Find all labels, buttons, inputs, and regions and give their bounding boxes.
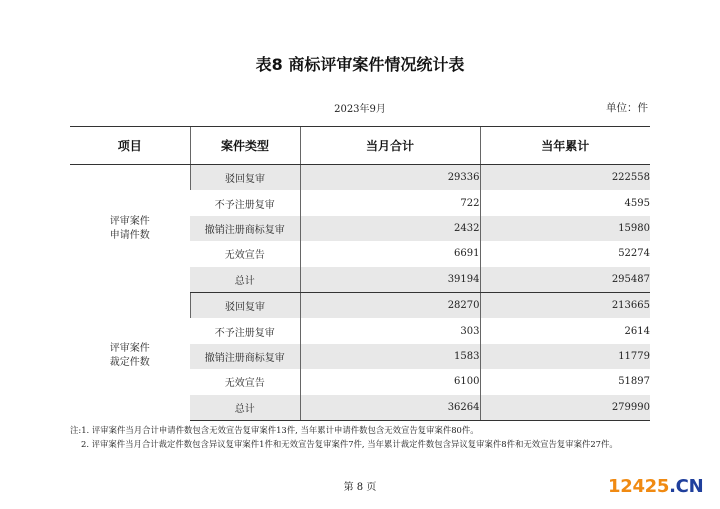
case-type-cell: 不予注册复审 xyxy=(214,327,275,339)
header-item: 项目 xyxy=(70,127,190,165)
statistics-table xyxy=(70,126,650,421)
case-type-cell: 总计 xyxy=(190,395,300,421)
month-total-cell: 39194 xyxy=(300,267,480,293)
header-year-total: 当年累计 xyxy=(480,127,650,165)
case-type-cell: 驳回复审 xyxy=(190,165,300,191)
year-total-cell: 222558 xyxy=(480,165,650,191)
unit-label: 单位：件 xyxy=(606,102,648,114)
year-total-cell: 279990 xyxy=(480,395,650,421)
year-total-cell: 2614 xyxy=(480,318,650,343)
case-type-cell: 撤销注册商标复审 xyxy=(190,216,300,241)
case-type-cell: 不予注册复审 xyxy=(214,199,275,211)
month-total-cell: 722 xyxy=(300,190,480,215)
year-total-cell: 11779 xyxy=(480,344,650,369)
year-total-cell: 295487 xyxy=(480,267,650,293)
group-label-line: 申请件数 xyxy=(109,229,150,241)
watermark-part-2: .CN xyxy=(669,476,704,497)
case-type-cell: 驳回复审 xyxy=(190,292,300,318)
month-total-cell: 36264 xyxy=(300,395,480,421)
month-total-cell: 2432 xyxy=(300,216,480,241)
case-type-cell: 无效宣告 xyxy=(224,250,265,262)
year-total-cell: 4595 xyxy=(480,190,650,215)
group-label-applications xyxy=(70,165,190,293)
footnotes xyxy=(70,424,670,451)
year-total-cell: 213665 xyxy=(480,292,650,318)
watermark-part-1: 12425 xyxy=(608,476,670,497)
group-label-rulings xyxy=(70,292,190,420)
year-total-cell: 15980 xyxy=(480,216,650,241)
case-type-cell: 无效宣告 xyxy=(224,378,265,390)
month-total-cell: 28270 xyxy=(300,292,480,318)
footnote-1: 注:1. 评审案件当月合计申请件数包含无效宣告复审案件13件, 当年累计申请件数包含无效宣告复审案件80件。 xyxy=(70,425,479,435)
group-label-line: 评审案件 xyxy=(109,215,150,227)
table-row xyxy=(70,165,650,191)
footnote-2: 2. 评审案件当月合计裁定件数包含异议复审案件1件和无效宣告复审案件7件, 当年累计裁定件数包含异议复审案件8件和无效宣告复审案件27件。 xyxy=(81,438,618,449)
month-total-cell: 6691 xyxy=(300,241,480,266)
group-label-line: 评审案件 xyxy=(109,343,150,355)
header-month-total: 当月合计 xyxy=(300,127,480,165)
case-type-cell: 总计 xyxy=(190,267,300,293)
page-title: 表8 商标评审案件情况统计表 xyxy=(255,55,465,74)
year-total-cell: 52274 xyxy=(480,241,650,266)
page-number: 第 8 页 xyxy=(343,482,377,493)
site-watermark-logo xyxy=(608,476,703,497)
header-case-type: 案件类型 xyxy=(190,127,300,165)
case-type-cell: 撤销注册商标复审 xyxy=(190,344,300,369)
group-label-line: 裁定件数 xyxy=(109,357,150,369)
year-total-cell: 51897 xyxy=(480,369,650,394)
month-total-cell: 29336 xyxy=(300,165,480,191)
table-header-row xyxy=(70,127,650,165)
month-total-cell: 6100 xyxy=(300,369,480,394)
month-total-cell: 303 xyxy=(300,318,480,343)
report-date: 2023年9月 xyxy=(334,104,386,115)
table-row xyxy=(70,292,650,318)
month-total-cell: 1583 xyxy=(300,344,480,369)
